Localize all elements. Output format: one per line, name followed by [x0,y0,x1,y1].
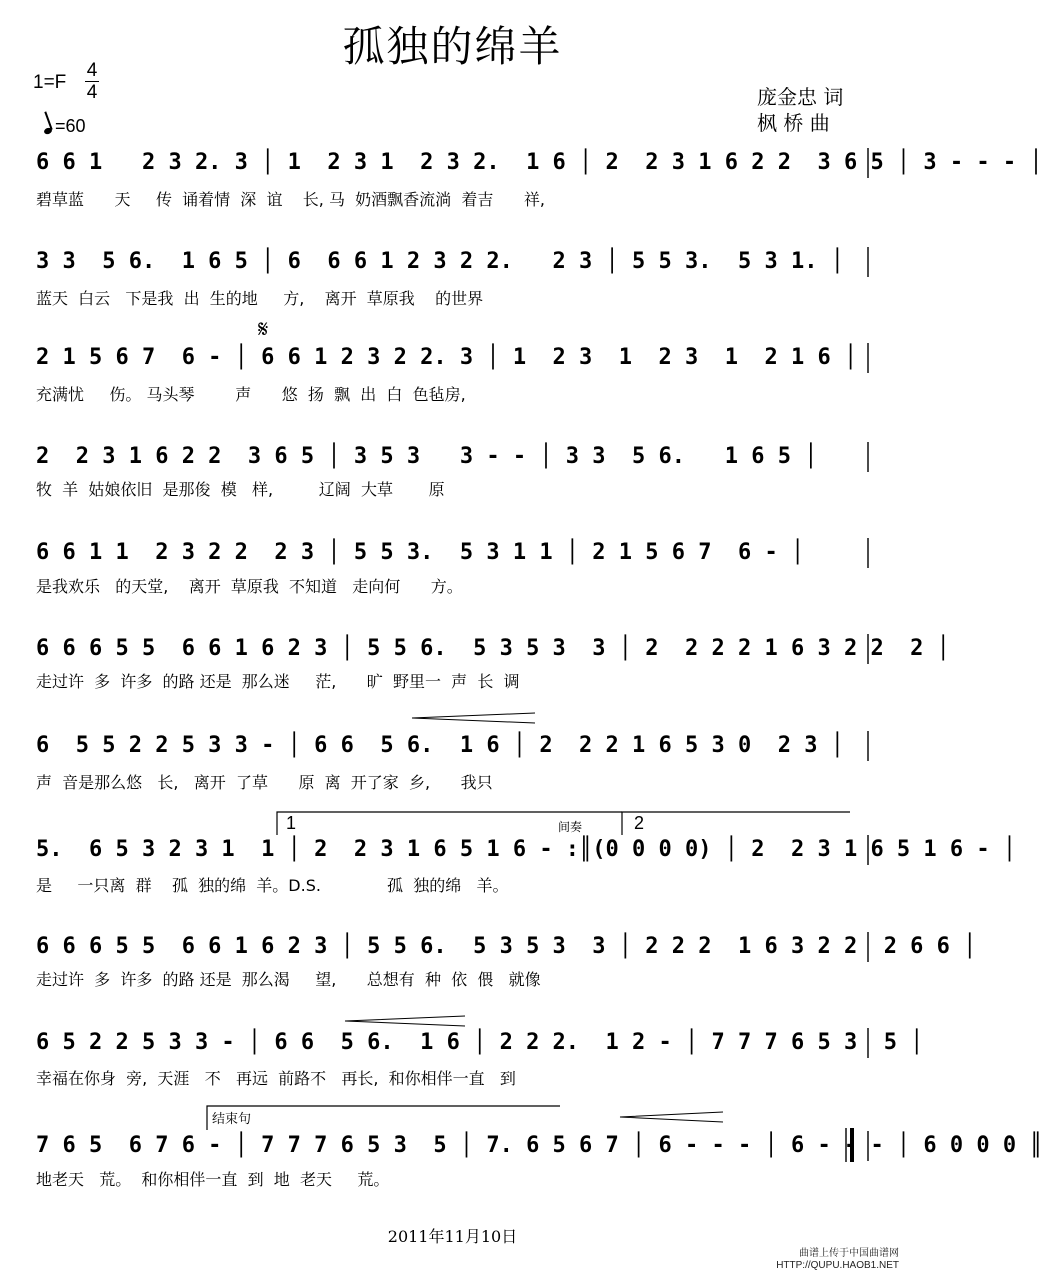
key-signature: 1=F [33,72,67,93]
lyrics-row-9: 走过许 多 许多 的路 还是 那么渴 望, 总想有 种 依 偎 就像 [36,970,541,989]
volta-2-label: 2 [634,813,645,833]
hairpin-3 [620,1112,723,1122]
watermark-line-1: 曲谱上传于中国曲谱网 [799,1248,899,1259]
hairpin-1 [412,713,535,723]
lyrics-row-8: 是 一只离 群 孤 独的绵 羊。D.S. 孤 独的绵 羊。 [36,876,509,895]
notation-row-3: 2 1 5 6 7 6 - │ 6 6 1 2 3 2 2. 3 │ 1 2 3 1 2 3 1 2 1 6 │ [36,345,858,370]
ending-label: 结束句 [212,1112,252,1127]
lyrics-row-11: 地老天 荒。 和你相伴一直 到 地 老天 荒。 [36,1170,390,1189]
segno-icon: 𝄋 [258,315,269,343]
lyrics-row-2: 蓝天 白云 下是我 出 生的地 方, 离开 草原我 的世界 [36,289,484,308]
notation-row-2: 3 3 5 6. 1 6 5 │ 6 6 6 1 2 3 2 2. 2 3 │ 5 5 3. 5 3 1. │ [36,249,844,274]
song-title: 孤独的绵羊 [342,22,563,71]
hairpin-2 [345,1016,465,1026]
notation-row-7: 6 5 5 2 2 5 3 3 - │ 6 6 5 6. 1 6 │ 2 2 2 1 6 5 3 0 2 3 │ [36,733,844,758]
volta-2-bracket [622,812,850,835]
date: 2011年11月10日 [387,1227,518,1246]
volta-1-label: 1 [286,813,297,833]
watermark-line-2: HTTP://QUPU.HAOB1.NET [776,1260,899,1271]
notation-row-4: 2 2 3 1 6 2 2 3 6 5 │ 3 5 3 3 - - │ 3 3 5 6. 1 6 5 │ [36,444,818,469]
notation-row-1: 6 6 1 2 3 2. 3 │ 1 2 3 1 2 3 2. 1 6 │ 2 2 3 1 6 2 2 3 6 5 │ 3 - - - │ [36,150,1043,175]
meter-top: 4 [86,60,98,81]
lyrics-row-1: 碧草蓝 天 传 诵着情 深 谊 长, 马 奶酒飘香流淌 着吉 祥, [36,190,545,209]
site-watermark [776,1248,899,1272]
notation-row-11: 7 6 5 6 7 6 - │ 7 7 7 6 5 3 5 │ 7. 6 5 6 7 │ 6 - - - │ 6 - - - │ 6 0 0 0 ║ [36,1133,1043,1158]
lyricist-credit: 庞金忠 词 [757,85,844,109]
lyrics-row-7: 声 音是那么悠 长, 离开 了草 原 离 开了家 乡, 我只 [36,773,493,792]
lyrics-row-5: 是我欢乐 的天堂, 离开 草原我 不知道 走向何 方。 [36,577,463,596]
notation-row-6: 6 6 6 5 5 6 6 1 6 2 3 │ 5 5 6. 5 3 5 3 3 │ 2 2 2 2 1 6 3 2 2 2 │ [36,636,950,661]
notation-row-8: 5. 6 5 3 2 3 1 1 │ 2 2 3 1 6 5 1 6 - :║(0 0 0 0) │ 2 2 3 1 6 5 1 6 - │ [36,837,1017,862]
lyrics-row-4: 牧 羊 姑娘依旧 是那俊 模 样, 辽阔 大草 原 [36,480,445,499]
ending-bracket [207,1106,560,1130]
meter-bottom: 4 [86,82,98,103]
lyrics-row-10: 幸福在你身 旁, 天涯 不 再远 前路不 再长, 和你相伴一直 到 [36,1069,516,1088]
notation-row-9: 6 6 6 5 5 6 6 1 6 2 3 │ 5 5 6. 5 3 5 3 3 │ 2 2 2 1 6 3 2 2 2 6 6 │ [36,934,977,959]
composer-credit: 枫 桥 曲 [757,111,830,135]
notation-row-10: 6 5 2 2 5 3 3 - │ 6 6 5 6. 1 6 │ 2 2 2. 1 2 - │ 7 7 7 6 5 3 5 │ [36,1030,924,1055]
lyrics-row-3: 充满忧 伤。 马头琴 声 悠 扬 飘 出 白 色毡房, [36,385,466,404]
notation-row-5: 6 6 1 1 2 3 2 2 2 3 │ 5 5 3. 5 3 1 1 │ 2 1 5 6 7 6 - │ [36,540,805,565]
tempo-value: =60 [55,116,86,136]
interlude-label: 间奏 [558,820,583,834]
lyrics-row-6: 走过许 多 许多 的路 还是 那么迷 茫, 旷 野里一 声 长 调 [36,672,520,691]
